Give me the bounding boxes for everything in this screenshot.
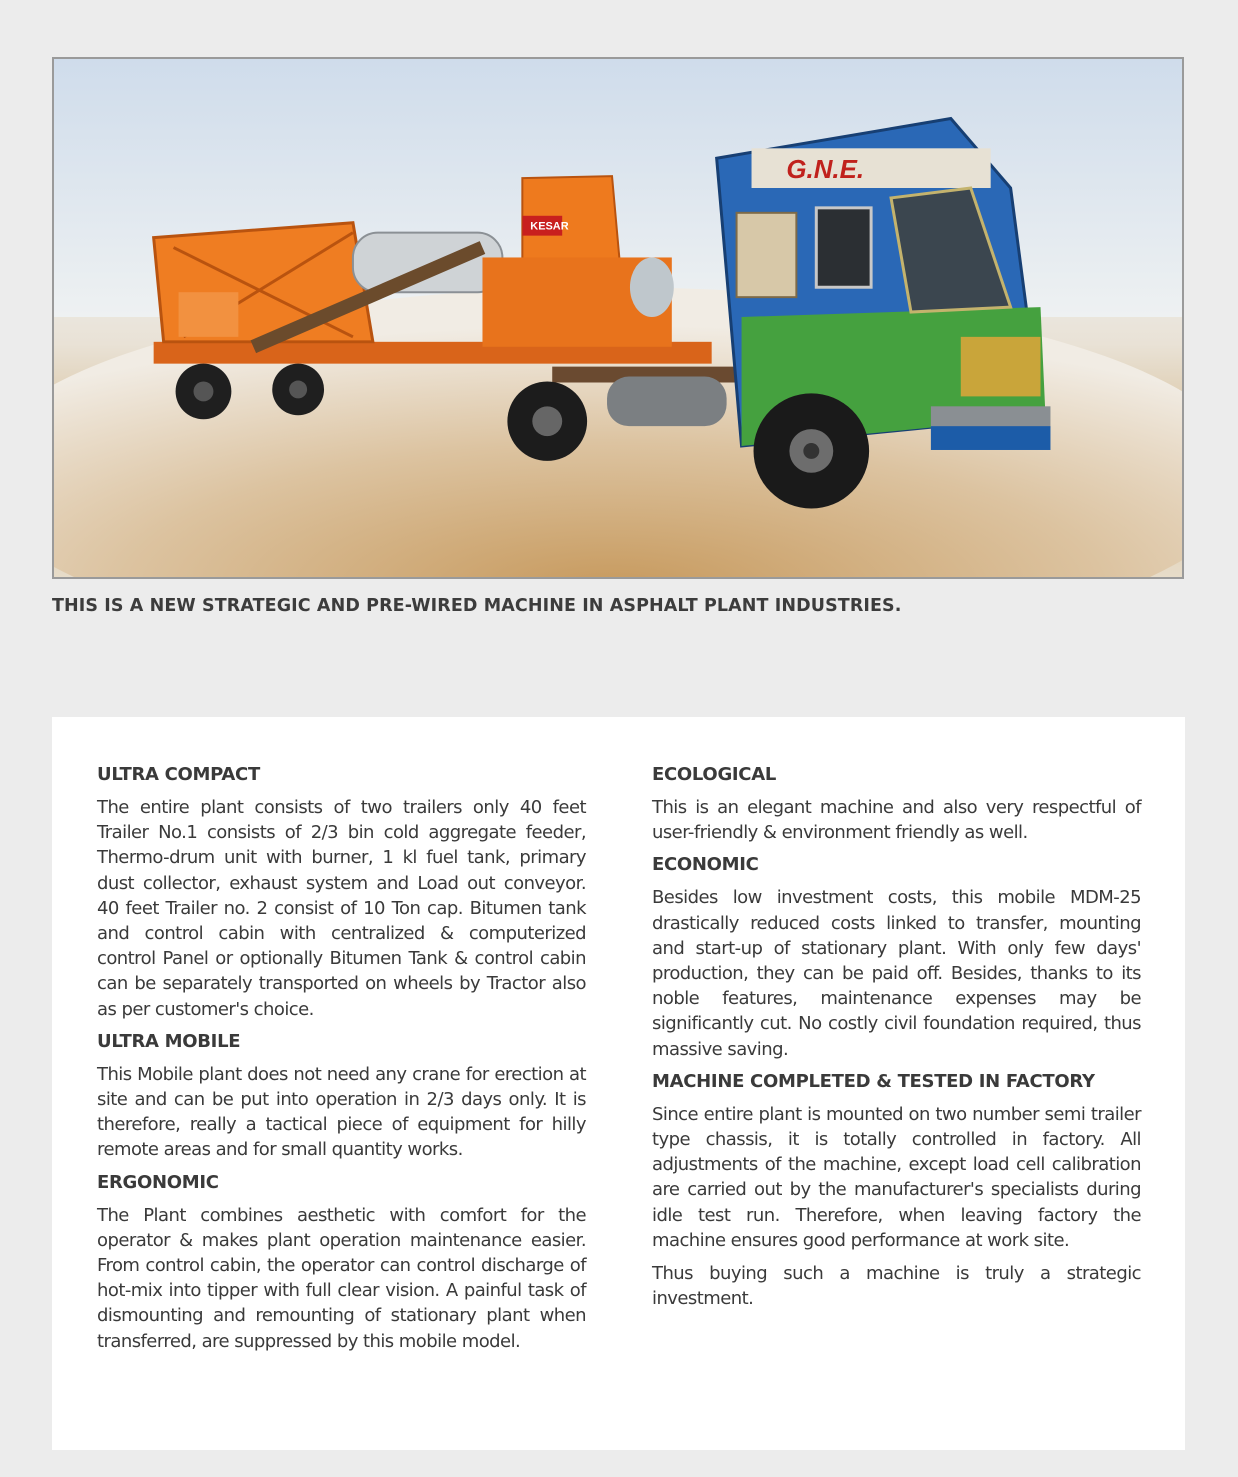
section-ultra-mobile xyxy=(97,1030,586,1163)
section-heading: ECOLOGICAL xyxy=(652,764,777,785)
mobile-asphalt-plant-illustration xyxy=(54,59,1182,577)
section-heading: ECONOMIC xyxy=(652,854,759,876)
section-heading: ULTRA COMPACT xyxy=(97,764,260,785)
section-ecological xyxy=(652,763,1141,845)
section-body: Since entire plant is mounted on two number semi trailer type chassis, it is totally controlled in factory. All adjustments of the machine, except load cell calibration are carried out by the manufacturer's specialists during idle test run. Therefore, when leaving factory the machine ensures good performance at work site. xyxy=(652,1103,1141,1251)
section-body: This Mobile plant does not need any crane for erection at site and can be put into operation in 2/3 days only. It is therefore, really a tactical piece of equipment for hilly remote areas and for small quantity works. xyxy=(97,1063,586,1161)
truck-sign-text: G.N.E. xyxy=(786,156,865,185)
features-column-right xyxy=(652,763,1141,1319)
section-ergonomic xyxy=(97,1171,586,1354)
closing-paragraph: Thus buying such a machine is truly a strategic investment. xyxy=(652,1263,1141,1310)
section-heading: ERGONOMIC xyxy=(97,1171,219,1193)
section-economic xyxy=(652,853,1141,1061)
section-body: The Plant combines aesthetic with comfort for the operator & makes plant operation maintenance easier. From control cabin, the operator can control discharge of hot-mix into tipper with full clear vision. A painful task of dismounting and remounting of stationary plant when transferred, are suppressed by this mobile model. xyxy=(97,1204,586,1352)
aggregate-feeder-bins xyxy=(154,223,373,342)
photo-caption: THIS IS A NEW STRATEGIC AND PRE-WIRED MACHINE IN ASPHALT PLANT INDUSTRIES. xyxy=(52,596,902,616)
truck-wheels xyxy=(754,393,870,508)
section-ultra-compact xyxy=(97,763,586,1022)
section-heading: ULTRA MOBILE xyxy=(97,1030,241,1052)
product-photo xyxy=(52,57,1184,579)
features-panel xyxy=(52,717,1185,1450)
section-body: This is an elegant machine and also very respectful of user-friendly & environment friendly as well. xyxy=(652,797,1141,844)
trailer-brand-label: KESAR xyxy=(530,220,569,233)
fuel-tank xyxy=(607,377,727,427)
section-body: Besides low investment costs, this mobile MDM-25 drastically reduced costs linked to transfer, mounting and start-up of stationary plant. With only few days' production, they can be paid off. Besides, thanks to its noble features, maintenance expenses may be significantly cut. No costly civil foundation required, thus massive saving. xyxy=(652,887,1141,1060)
section-heading: MACHINE COMPLETED & TESTED IN FACTORY xyxy=(652,1070,1095,1092)
section-body: The entire plant consists of two trailers only 40 feet Trailer No.1 consists of 2/3 bin cold aggregate feeder, Thermo-drum unit with burner, 1 kl fuel tank, primary dust collector, exhaust system and Load out conveyor. 40 feet Trailer no. 2 consist of 10 Ton cap. Bitumen tank and control cabin with centralized & computerized control Panel or optionally Bitumen Tank & control cabin can be separately transported on wheels by Tractor also as per customer's choice. xyxy=(97,797,586,1020)
features-column-left xyxy=(97,763,586,1362)
section-machine-completed-tested xyxy=(652,1070,1141,1253)
